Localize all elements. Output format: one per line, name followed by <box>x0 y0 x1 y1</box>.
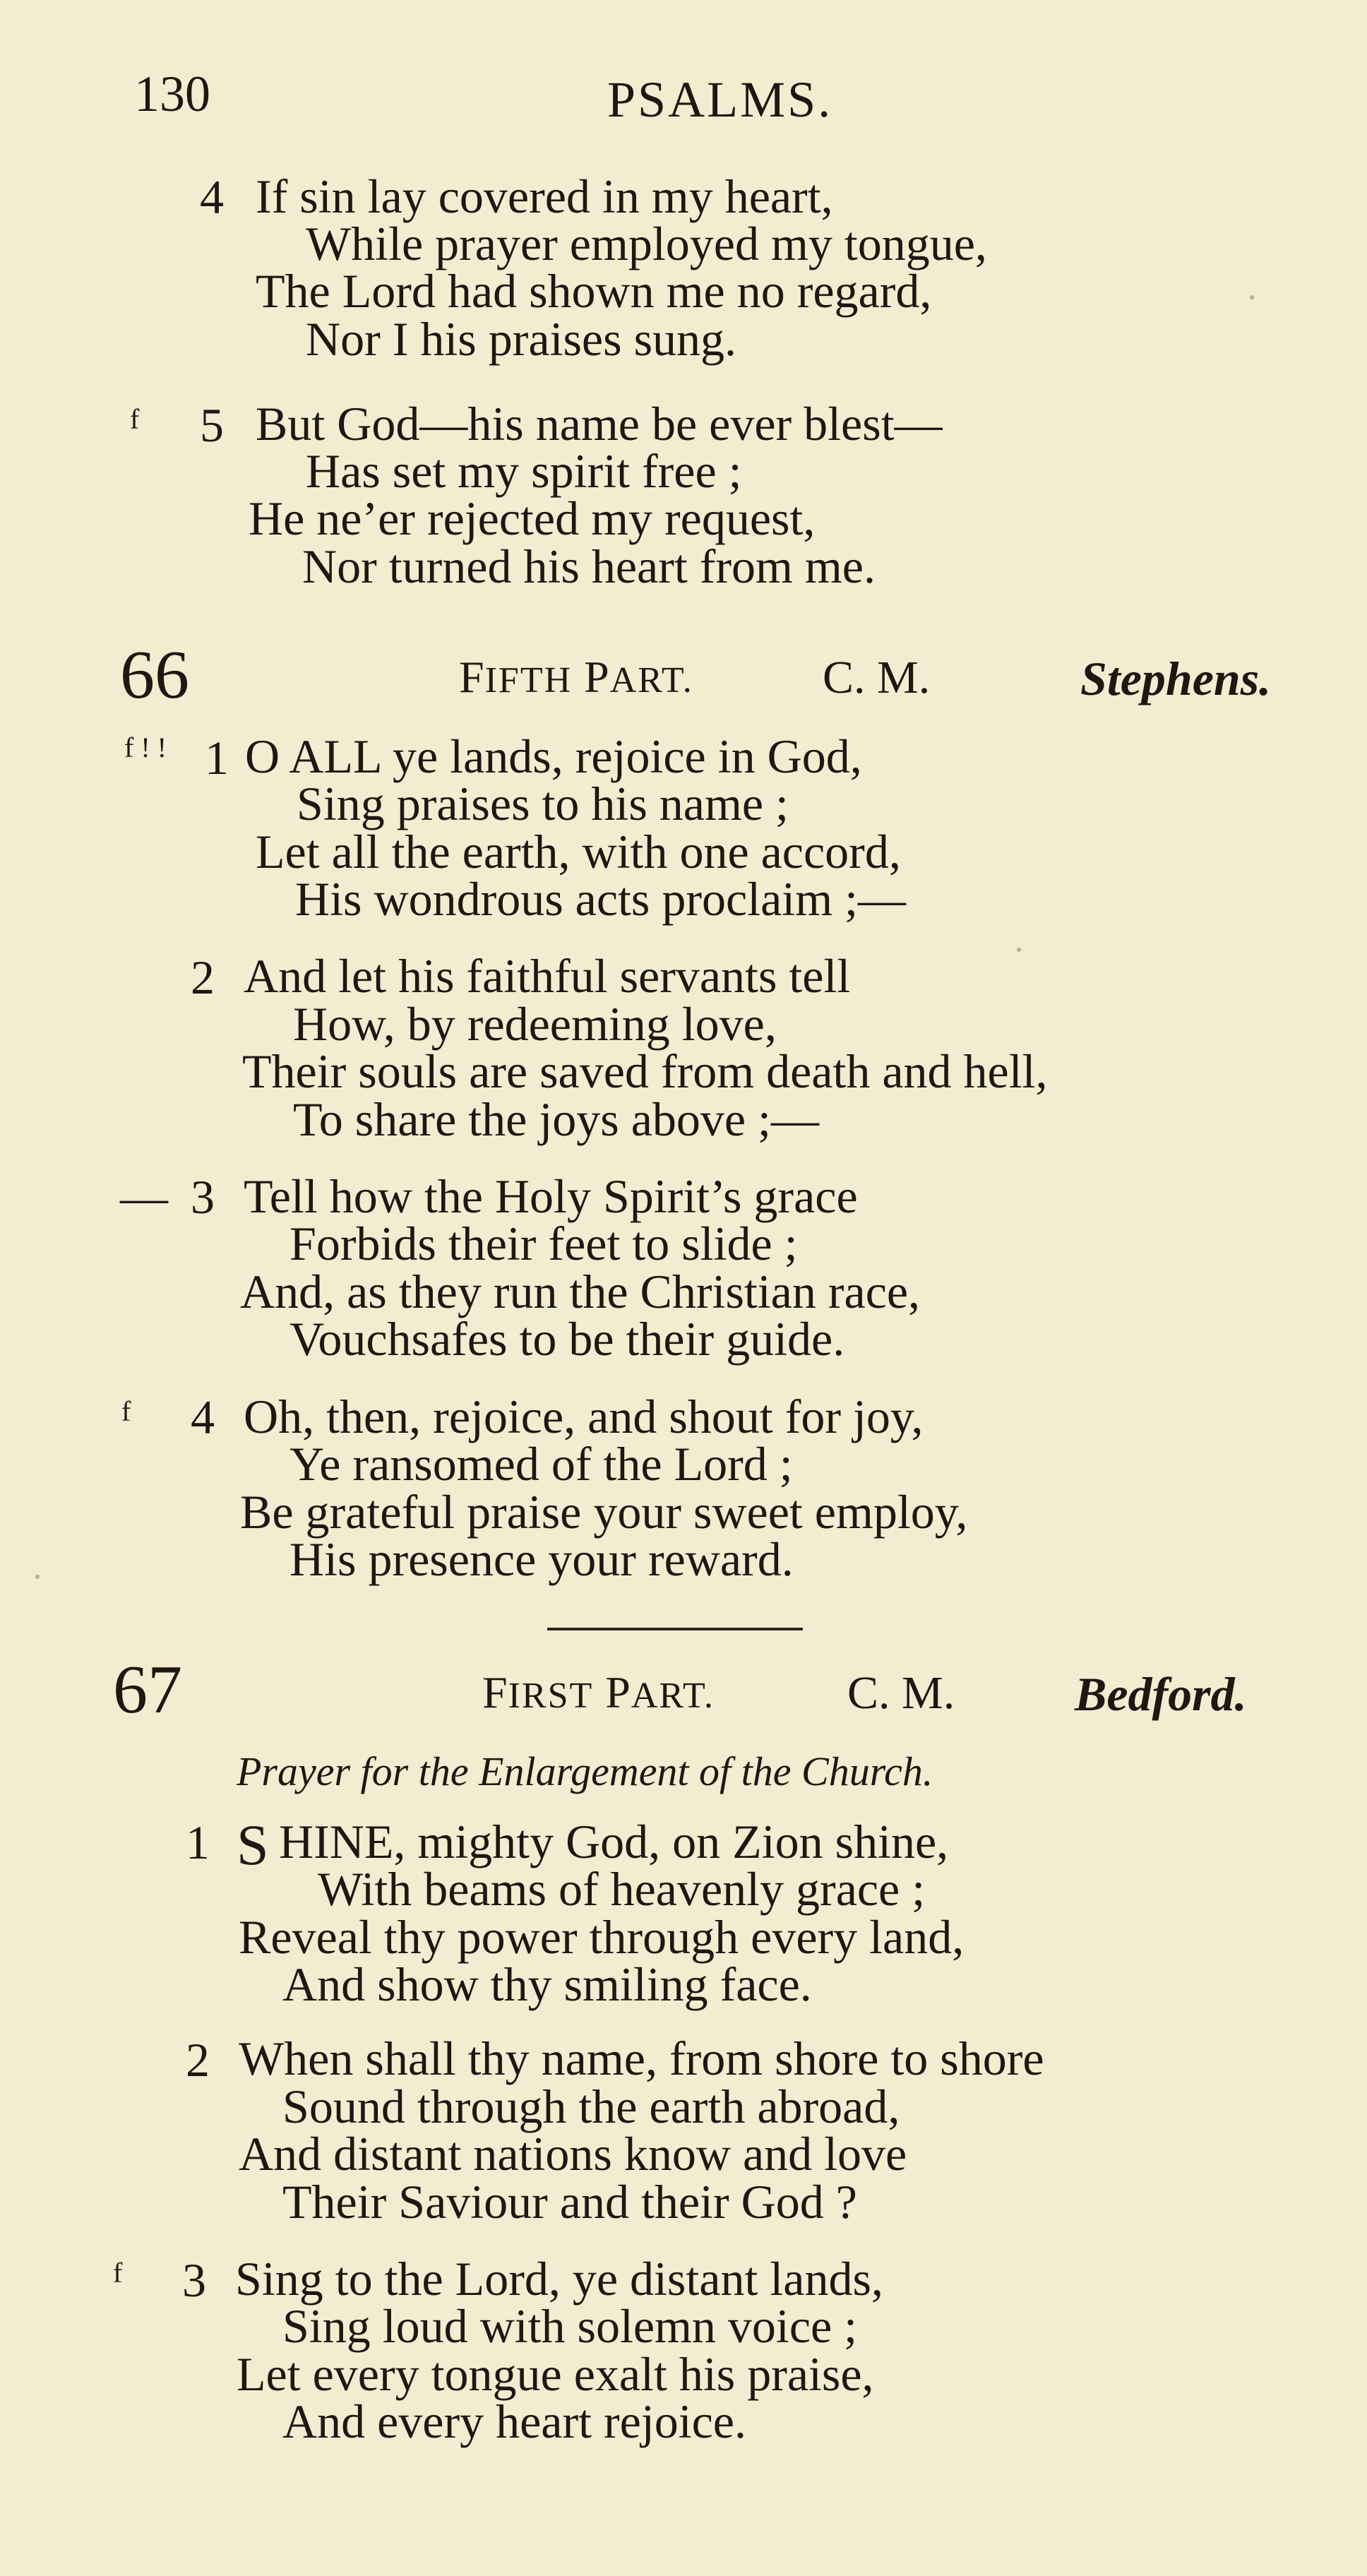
dynamics-mark: f <box>113 2257 123 2289</box>
verse-line: Be grateful praise your sweet employ, <box>240 1485 968 1539</box>
verse-line: Tell how the Holy Spirit’s grace <box>244 1169 858 1223</box>
page-number: 130 <box>134 66 210 122</box>
paper-speck <box>35 1575 40 1579</box>
verse-line: Vouchsafes to be their guide. <box>289 1312 845 1366</box>
verse-line: His wondrous acts proclaim ;— <box>295 872 906 926</box>
verse-number: 5 <box>200 398 224 452</box>
verse-line: Reveal thy power through every land, <box>239 1910 965 1964</box>
hymn-meter: C. M. <box>847 1667 955 1719</box>
dynamics-mark: f <box>130 403 140 435</box>
verse-line: If sin lay covered in my heart, <box>256 169 833 223</box>
dynamics-mark: — <box>120 1170 168 1224</box>
hymn-meter: C. M. <box>823 652 931 703</box>
hymn-number: 66 <box>120 637 189 713</box>
verse-line: And show thy smiling face. <box>282 1957 812 2011</box>
verse-line: Oh, then, rejoice, and shout for joy, <box>244 1390 924 1443</box>
verse-line: Let every tongue exalt his praise, <box>237 2347 874 2401</box>
verse-line: Nor I his praises sung. <box>306 312 737 366</box>
hymn-subtitle: Prayer for the Enlargement of the Church. <box>237 1748 933 1794</box>
dynamics-mark: f <box>121 1395 131 1427</box>
verse-line: And let his faithful servants tell <box>244 949 851 1003</box>
hymn-number: 67 <box>113 1652 182 1728</box>
verse-number: 1 <box>186 1815 210 1869</box>
verse-number: 4 <box>200 170 224 224</box>
verse-line: The Lord had shown me no regard, <box>256 264 932 318</box>
tune-name: Bedford. <box>1075 1667 1247 1721</box>
verse-line: Let all the earth, with one accord, <box>256 825 901 878</box>
verse-number: 3 <box>182 2253 206 2307</box>
verse-line: Sound through the earth abroad, <box>282 2080 900 2133</box>
verse-number: 1 <box>205 731 229 785</box>
hymn-part: FIRST PART. <box>482 1667 715 1717</box>
verse-line: Ye ransomed of the Lord ; <box>289 1437 793 1491</box>
verse-line: O ALL ye lands, rejoice in God, <box>245 729 862 783</box>
verse-line: Nor turned his heart from me. <box>302 539 876 593</box>
verse-line: With beams of heavenly grace ; <box>318 1862 926 1916</box>
verse-line: Sing praises to his name ; <box>297 777 789 830</box>
verse-line: And distant nations know and love <box>239 2127 907 2181</box>
verse-line: HINE, mighty God, on Zion shine, <box>279 1815 949 1868</box>
verse-line: Has set my spirit free ; <box>306 444 742 498</box>
verse-line: Their souls are saved from death and hell, <box>242 1044 1048 1098</box>
tune-name: Stephens. <box>1080 652 1272 705</box>
verse-line: Their Saviour and their God ? <box>282 2175 857 2229</box>
hymn-part: FIFTH PART. <box>459 652 693 702</box>
dynamics-mark: f ! ! <box>124 732 167 763</box>
verse-number: 2 <box>186 2033 210 2087</box>
verse-number: 4 <box>191 1390 215 1444</box>
verse-number: 3 <box>191 1170 215 1224</box>
verse-line: Sing loud with solemn voice ; <box>282 2299 858 2353</box>
verse-line: Sing to the Lord, ye distant lands, <box>235 2252 883 2306</box>
verse-line: His presence your reward. <box>289 1532 794 1586</box>
paper-speck <box>1250 295 1254 299</box>
verse-line: And, as they run the Christian race, <box>240 1265 921 1318</box>
verse-line: To share the joys above ;— <box>293 1092 819 1146</box>
verse-line: Forbids their feet to slide ; <box>289 1217 798 1270</box>
verse-line: When shall thy name, from shore to shore <box>239 2032 1044 2085</box>
drop-cap: S <box>237 1813 269 1877</box>
verse-line: He ne’er rejected my request, <box>249 491 816 545</box>
paper-speck <box>1017 948 1021 952</box>
verse-line: And every heart rejoice. <box>282 2395 746 2448</box>
running-head: PSALMS. <box>607 71 833 128</box>
verse-line: But God—his name be ever blest— <box>256 397 943 451</box>
verse-line: While prayer employed my tongue, <box>306 217 987 270</box>
section-divider <box>547 1628 803 1630</box>
verse-number: 2 <box>191 950 215 1004</box>
verse-line: How, by redeeming love, <box>293 997 777 1051</box>
